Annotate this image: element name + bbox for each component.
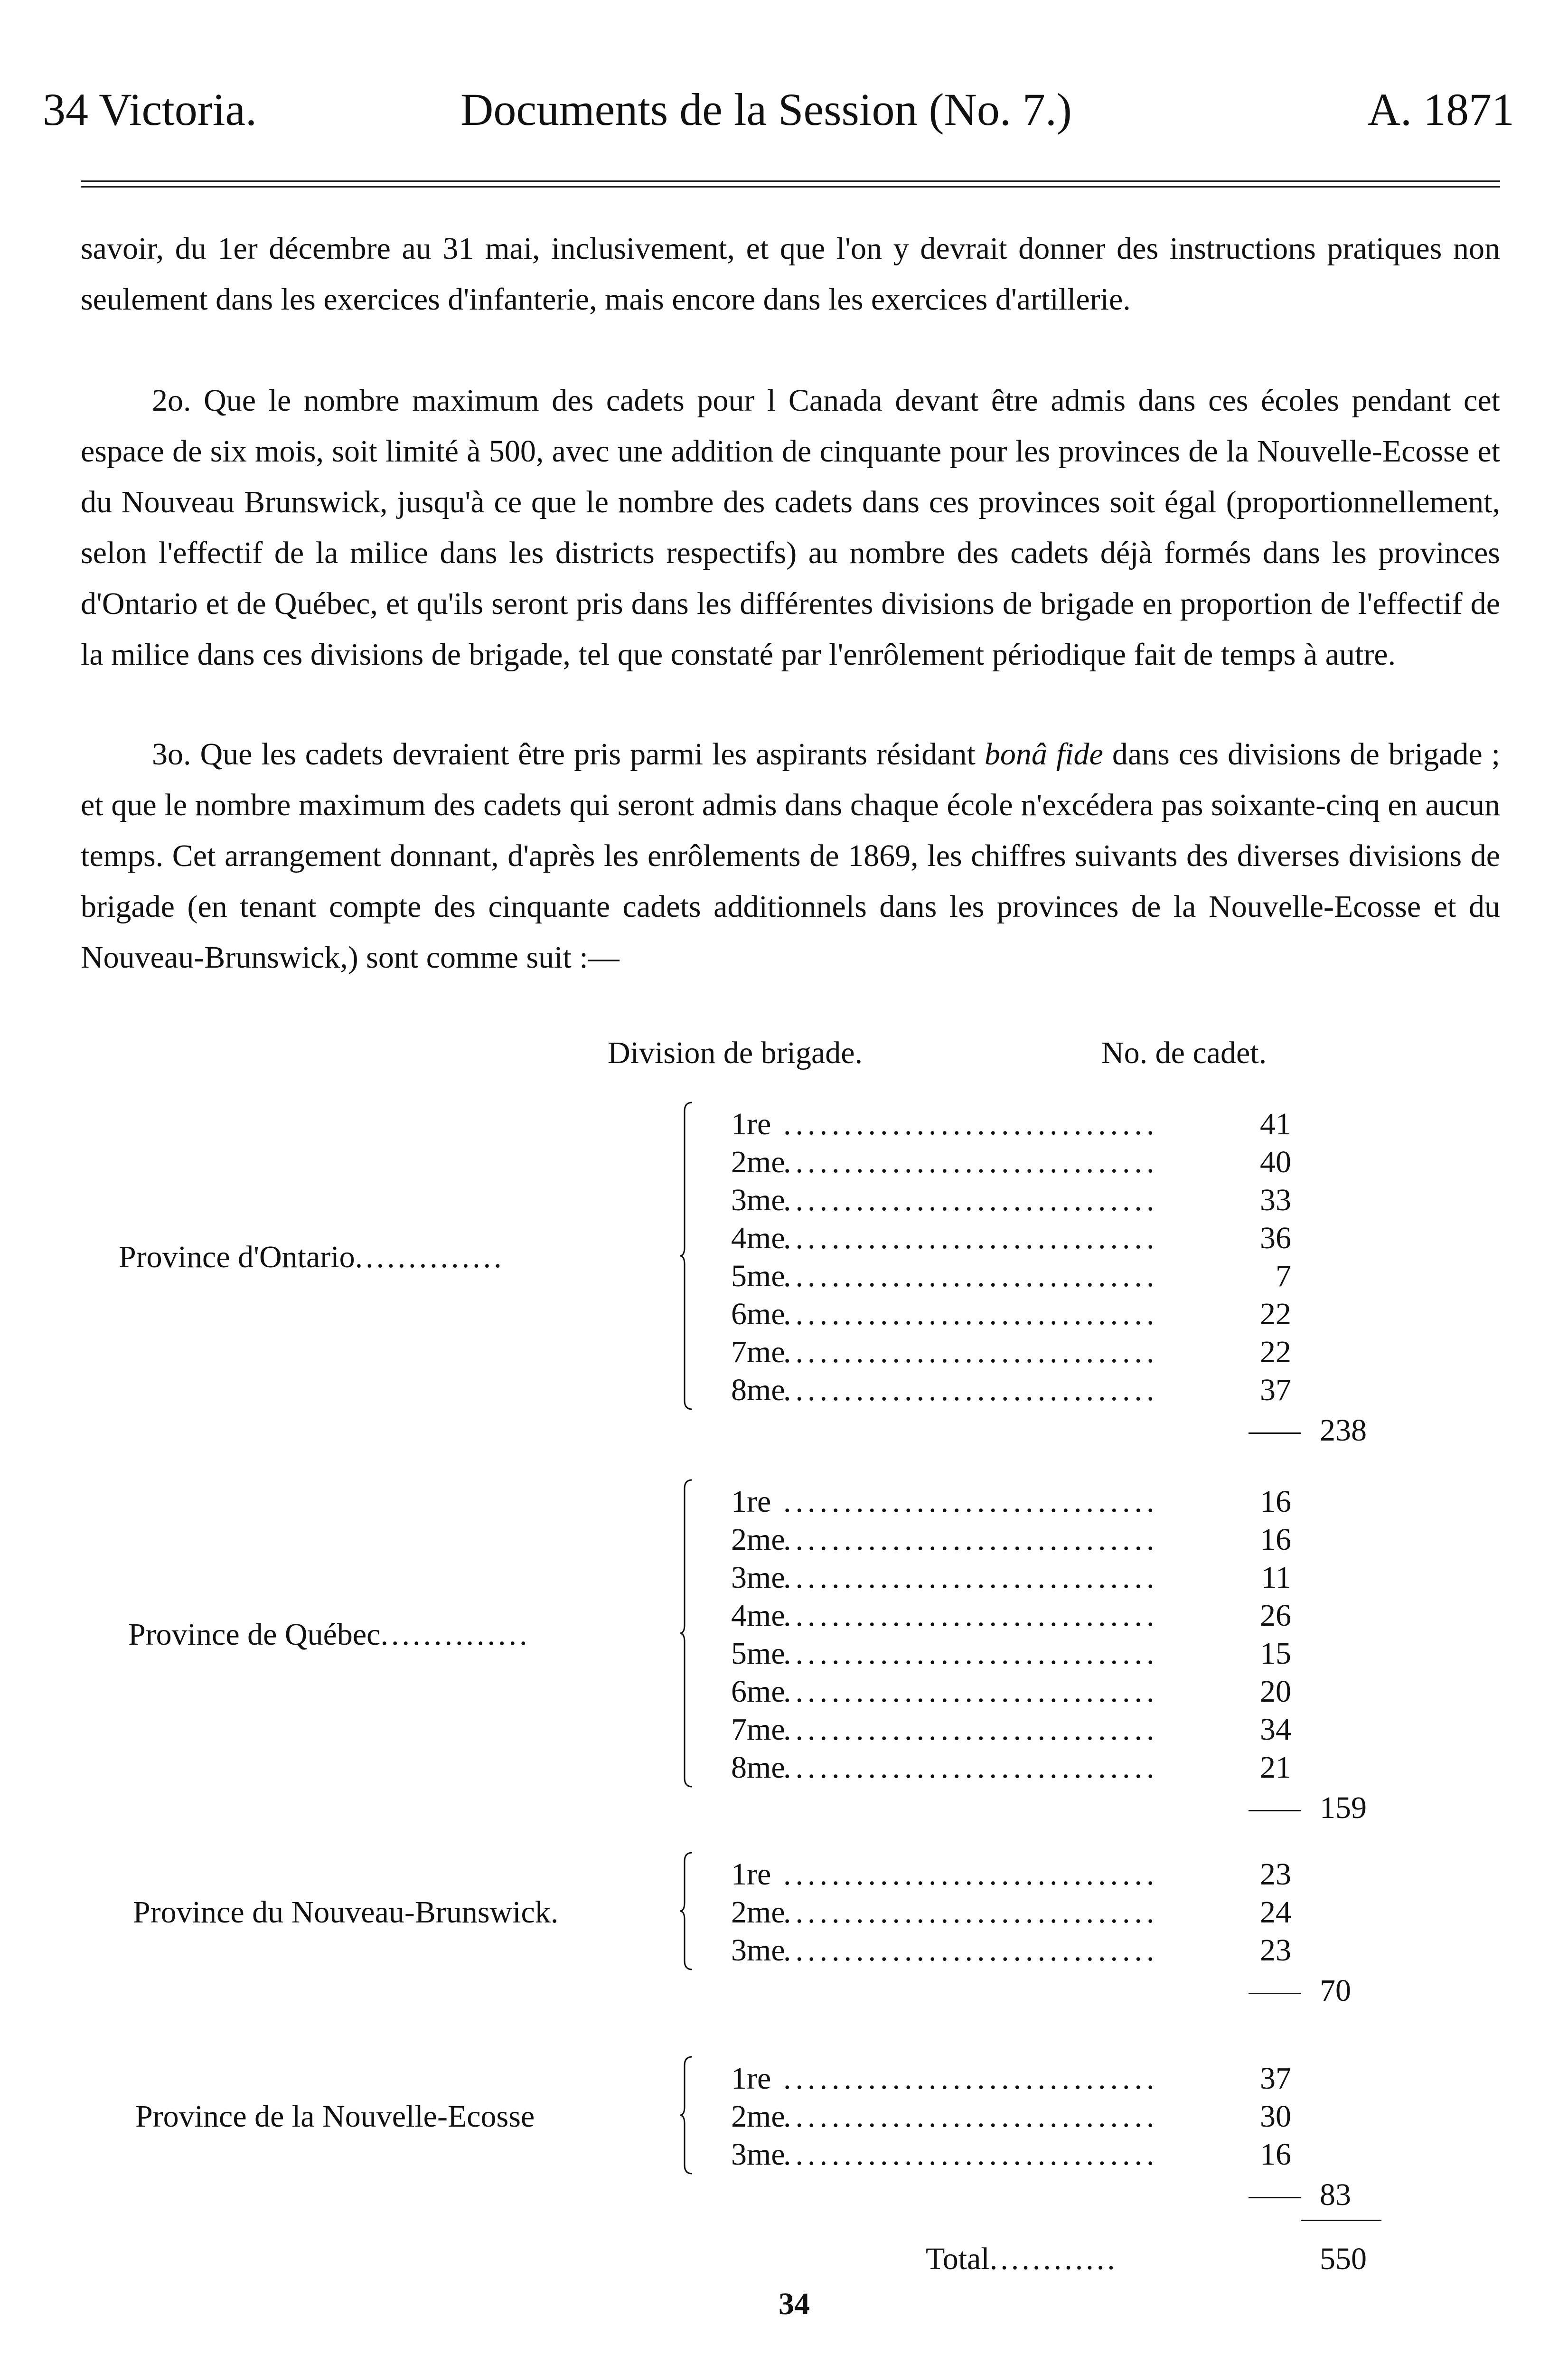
table-row [731,1220,1301,1258]
cadet-count: 34 [1260,1712,1291,1747]
division-label: 6me [731,1297,785,1331]
province-label [133,1894,558,1931]
table-row [731,1106,1301,1144]
dot-leader: ............................... [783,1933,1159,1968]
dot-leader: ............................... [783,1522,1159,1557]
table-row [731,1144,1301,1182]
column-header-division: Division de brigade. [608,1036,863,1070]
paragraph-3-italic: bonâ fide [984,737,1103,772]
subtotal-dash [1249,1993,1301,1994]
cadet-count: 30 [1260,2099,1291,2134]
dot-leader: ............................... [783,1484,1159,1519]
subtotal-value: 83 [1320,2177,1351,2212]
dot-leader: ............................... [783,1335,1159,1369]
table-row [731,1560,1301,1598]
dot-leader: ............................... [783,1750,1159,1785]
paragraph-2-text: 2o. Que le nombre maximum des cadets pour l Canada devant être admis dans ces écoles pendant cet espace de six mois, soit limité à 500, avec une addition de cinquante pour les provinces de la Nouvelle-Ecosse et du Nouveau Brunswick, jusqu'à ce que le nombre des cadets dans ces provinces soit égal (proportionnellement, selon l'effectif de la milice dans les districts respectifs) au nombre des cadets déjà formés dans les provinces d'Ontario et de Québec, et qu'ils seront pris dans les différentes divisions de brigade en proportion de l'effectif de la milice dans ces divisions de brigade, tel que constaté par l'enrôlement périodique fait de temps à autre. [81,383,1500,672]
cadet-count: 36 [1260,1221,1291,1255]
table-row [731,1296,1301,1334]
division-label: 3me [731,1183,785,1217]
subtotal-value: 159 [1320,1790,1367,1825]
table-row [731,1636,1301,1674]
table-row [731,1932,1301,1970]
division-label: 3me [731,1560,785,1595]
subtotal-dash [1249,1432,1301,1434]
dot-leader: ............................... [783,2061,1159,2096]
cadet-count: 20 [1260,1674,1291,1709]
dot-leader: ............................... [783,1221,1159,1255]
division-label: 1re [731,1484,771,1519]
paragraph-3-text-a: 3o. Que les cadets devraient être pris parmi les aspirants résidant [152,737,985,772]
header-rule-top [81,180,1500,182]
province-label [135,2099,535,2135]
table-row [731,2137,1301,2175]
province-name: Province d'Ontario [119,1240,355,1274]
division-label: 4me [731,1598,785,1633]
cadet-count: 24 [1260,1895,1291,1930]
table-row [731,1712,1301,1750]
cadet-count: 41 [1260,1107,1291,1141]
table-row [731,1372,1301,1410]
province-label: Province de Québec.............. [128,1617,530,1652]
dot-leader: ............................... [783,1895,1159,1930]
cadet-count: 11 [1261,1560,1291,1595]
province-subtotal [1249,2177,1351,2213]
province-subtotal [1249,1973,1351,2009]
paragraph-2o [81,375,1500,680]
grouping-brace [679,2056,693,2175]
division-label: 2me [731,1895,785,1930]
total-label: Total............ [926,2242,1118,2276]
cadet-count: 23 [1260,1857,1291,1892]
column-header-cadets: No. de cadet. [1101,1036,1267,1070]
table-row [731,1894,1301,1932]
page-folio: 34 [779,2287,810,2321]
dot-leader: ............................... [783,1857,1159,1892]
paragraph-continuation [81,223,1500,325]
header-rule-bottom [81,186,1500,188]
cadet-count: 16 [1260,1522,1291,1557]
division-label: 5me [731,1259,785,1293]
dot-leader: ............................... [783,1183,1159,1217]
dot-leader: ............................... [783,1674,1159,1709]
division-label: 7me [731,1335,785,1369]
cadet-count: 7 [1276,1259,1291,1293]
cadet-count: 22 [1260,1335,1291,1369]
division-label: 8me [731,1750,785,1785]
dot-leader: ............................... [783,1560,1159,1595]
division-label: 1re [731,2061,771,2096]
dot-leader: ............................... [783,1712,1159,1747]
table-row [731,2099,1301,2137]
cadet-count: 21 [1260,1750,1291,1785]
division-label: 3me [731,1933,785,1968]
division-label: 2me [731,1522,785,1557]
table-row [731,1674,1301,1712]
running-header [43,83,1514,140]
table-row [731,1750,1301,1788]
division-label: 5me [731,1636,785,1671]
cadet-count: 23 [1260,1933,1291,1968]
province-subtotal [1249,1790,1367,1826]
province-subtotal [1249,1413,1367,1449]
dot-leader: ............................... [783,1145,1159,1179]
division-label: 2me [731,2099,785,2134]
cadet-count: 37 [1260,1373,1291,1407]
subtotal-value: 238 [1320,1413,1367,1448]
division-label: 4me [731,1221,785,1255]
division-label: 8me [731,1373,785,1407]
subtotal-value: 70 [1320,1973,1351,2008]
cadet-count: 37 [1260,2061,1291,2096]
cadet-count: 22 [1260,1297,1291,1331]
dot-leader: ............................... [783,1598,1159,1633]
cadet-count: 40 [1260,1145,1291,1179]
cadet-count: 16 [1260,1484,1291,1519]
table-row [731,1484,1301,1522]
grouping-brace [679,1102,693,1410]
table-row [731,1258,1301,1296]
division-label: 2me [731,1145,785,1179]
paragraph-1-text: savoir, du 1er décembre au 31 mai, inclusivement, et que l'on y devrait donner des instructions pratiques non seulement dans les exercices d'infanterie, mais encore dans les exercices d'artillerie. [81,231,1500,317]
table-row [731,1182,1301,1220]
total-value: 550 [1320,2242,1367,2276]
table-row [731,2061,1301,2099]
cadet-count: 16 [1260,2137,1291,2172]
division-label: 1re [731,1107,771,1141]
cadet-count: 33 [1260,1183,1291,1217]
dot-leader: ............................... [783,2137,1159,2172]
dot-leader: ............................... [783,1373,1159,1407]
grouping-brace [679,1479,693,1788]
division-label: 6me [731,1674,785,1709]
paragraph-3-text-b: dans ces divisions de brigade ; et que le nombre maximum des cadets qui seront admis dans chaque école n'excédera pas soixante-cinq en aucun temps. Cet arrangement donnant, d'après les enrôlements de 1869, les chiffres suivants des diverses divisions de brigade (en tenant compte des cinquante cadets additionnels dans les provinces de la Nouvelle-Ecosse et du Nouveau-Brunswick,) sont comme suit :— [81,737,1500,975]
header-volume: 34 Victoria. [43,84,257,135]
division-label: 1re [731,1857,771,1892]
division-label: 7me [731,1712,785,1747]
subtotal-dash [1249,2197,1301,2198]
total-rule [1301,2220,1381,2221]
dot-leader: ............................... [783,1636,1159,1671]
header-title: Documents de la Session (No. 7.) [460,84,1072,135]
province-label: Province d'Ontario.............. [119,1240,505,1274]
header-year: A. 1871 [1367,84,1514,135]
dot-leader: ............................... [783,1107,1159,1141]
province-name: Province de la Nouvelle-Ecosse [135,2099,535,2134]
dot-leader: ............................... [783,2099,1159,2134]
paragraph-3o [81,729,1500,983]
table-row [731,1856,1301,1894]
province-name: Province de Québec [128,1617,381,1652]
table-row [731,1598,1301,1636]
subtotal-dash [1249,1810,1301,1811]
dot-leader: ............................... [783,1259,1159,1293]
cadet-count: 26 [1260,1598,1291,1633]
division-label: 3me [731,2137,785,2172]
cadet-count: 15 [1260,1636,1291,1671]
province-name: Province du Nouveau-Brunswick. [133,1895,559,1930]
dot-leader: ............................... [783,1297,1159,1331]
table-row [731,1334,1301,1372]
table-row [731,1522,1301,1560]
grouping-brace [679,1852,693,1970]
